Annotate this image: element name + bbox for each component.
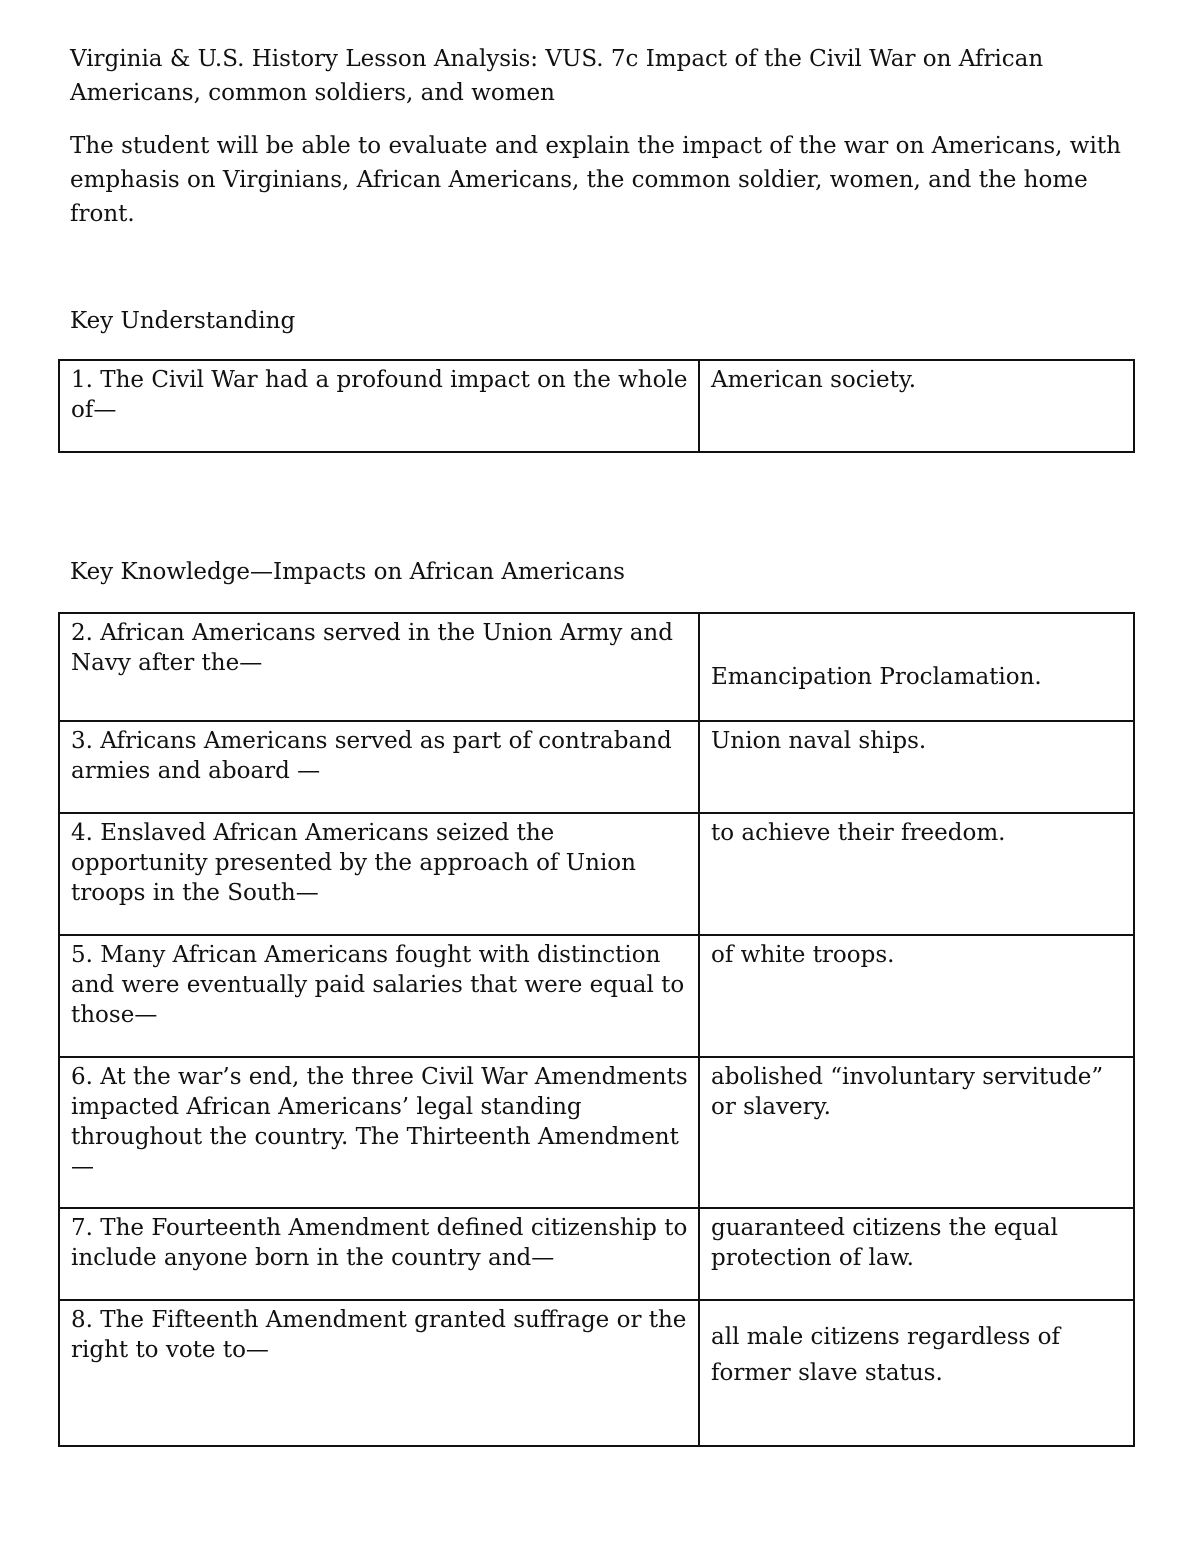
prompt-cell: 1. The Civil War had a profound impact on the whole of—	[59, 360, 699, 452]
answer-cell: to achieve their freedom.	[699, 813, 1134, 935]
table-row	[59, 721, 1134, 813]
table-row	[59, 1300, 1134, 1446]
table-row	[59, 360, 1134, 452]
answer-text: all male citizens regardless of former slave status.	[711, 1324, 1061, 1386]
answer-cell: American society.	[699, 360, 1134, 452]
table-row	[59, 813, 1134, 935]
table-row	[59, 1208, 1134, 1300]
table-row	[59, 613, 1134, 721]
table-row	[59, 935, 1134, 1057]
key-knowledge-table	[58, 612, 1135, 1447]
answer-cell: Union naval ships.	[699, 721, 1134, 813]
prompt-cell: 6. At the war’s end, the three Civil War Amendments impacted African Americans’ legal standing throughout the country. The Thirteenth Amendment—	[59, 1057, 699, 1208]
answer-cell: guaranteed citizens the equal protection of law.	[699, 1208, 1134, 1300]
prompt-cell: 3. Africans Americans served as part of contraband armies and aboard —	[59, 721, 699, 813]
prompt-cell: 4. Enslaved African Americans seized the opportunity presented by the approach of Union troops in the South—	[59, 813, 699, 935]
document-title: Virginia & U.S. History Lesson Analysis: VUS. 7c Impact of the Civil War on African Americans, common soldiers, and women	[70, 46, 1044, 106]
answer-cell	[699, 613, 1134, 721]
prompt-cell: 2. African Americans served in the Union Army and Navy after the—	[59, 613, 699, 721]
key-knowledge-heading: Key Knowledge—Impacts on African Americans	[70, 559, 625, 585]
prompt-cell: 5. Many African Americans fought with distinction and were eventually paid salaries that were equal to those—	[59, 935, 699, 1057]
key-understanding-heading: Key Understanding	[70, 308, 296, 334]
prompt-cell: 7. The Fourteenth Amendment defined citizenship to include anyone born in the country and—	[59, 1208, 699, 1300]
table-row	[59, 1057, 1134, 1208]
answer-cell: of white troops.	[699, 935, 1134, 1057]
answer-text: Emancipation Proclamation.	[711, 664, 1042, 690]
prompt-cell: 8. The Fifteenth Amendment granted suffrage or the right to vote to—	[59, 1300, 699, 1446]
answer-cell: abolished “involuntary servitude” or slavery.	[699, 1057, 1134, 1208]
key-understanding-table	[58, 359, 1135, 453]
answer-cell	[699, 1300, 1134, 1446]
learning-objective: The student will be able to evaluate and explain the impact of the war on Americans, with emphasis on Virginians, African Americans, the common soldier, women, and the home front.	[70, 133, 1121, 227]
